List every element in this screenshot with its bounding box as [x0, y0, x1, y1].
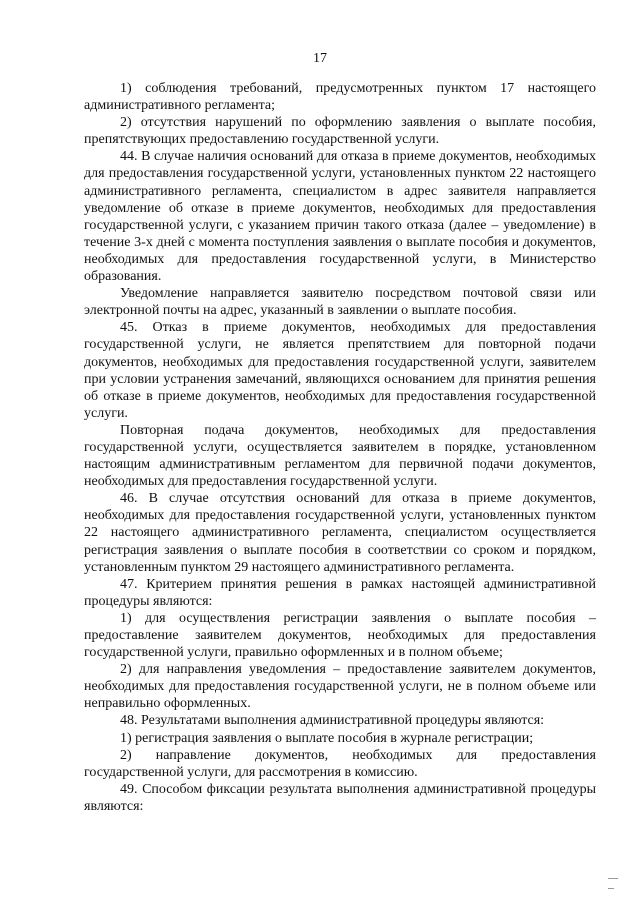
scan-artifact — [608, 888, 614, 889]
paragraph: 1) для осуществления регистрации заявления о выплате пособия – предоставление заявителем документов, необходимых для предоставления государственной услуги, правильно оформленных и в полном объеме; — [84, 610, 596, 661]
paragraph: Уведомление направляется заявителю посредством почтовой связи или электронной почты на адрес, указанный в заявлении о выплате пособия. — [84, 286, 596, 319]
paragraph: 49. Способом фиксации результата выполнения административной процедуры являются: — [84, 781, 596, 814]
paragraph: 46. В случае отсутствия оснований для отказа в приеме документов, необходимых для предоставления государственной услуги, установленных пунктом 22 настоящего административного регламента, специалистом осуществляется регистрация заявления о выплате пособия в соответствии со сроком и порядком, установленным пунктом 29 настоящего административного регламента. — [84, 491, 596, 575]
page-number: 17 — [313, 51, 327, 66]
paragraph: 48. Результатами выполнения административной процедуры являются: — [120, 713, 545, 729]
paragraph: 1) соблюдения требований, предусмотренных пунктом 17 настоящего административного регламента; — [84, 81, 596, 114]
document-body — [84, 80, 596, 815]
scan-artifact — [608, 878, 618, 879]
paragraph: Повторная подача документов, необходимых для предоставления государственной услуги, осуществляется заявителем в порядке, установленном настоящим административным регламентом для первичной подачи документов, необходимых для предоставления государственной услуги. — [84, 422, 596, 490]
paragraph: 47. Критерием принятия решения в рамках настоящей административной процедуры являются: — [84, 576, 596, 609]
paragraph: 1) регистрация заявления о выплате пособия в журнале регистрации; — [120, 730, 534, 746]
paragraph: 2) отсутствия нарушений по оформлению заявления о выплате пособия, препятствующих предоставлению государственной услуги. — [84, 115, 596, 148]
paragraph: 45. Отказ в приеме документов, необходимых для предоставления государственной услуги, не является препятствием для повторной подачи документов, необходимых для предоставления государственной услуги, заявителем при условии устранения замечаний, являющихся основанием для принятия решения об отказе в приеме документов, необходимых для предоставления государственной услуги. — [84, 320, 596, 421]
paragraph: 2) направление документов, необходимых для предоставления государственной услуги, для рассмотрения в комиссию. — [84, 747, 596, 780]
paragraph: 2) для направления уведомления – предоставление заявителем документов, необходимых для предоставления государственной услуги, не в полном объеме или неправильно оформленных. — [84, 662, 596, 712]
paragraph: 44. В случае наличия оснований для отказа в приеме документов, необходимых для предоставления государственной услуги, установленных пунктом 22 настоящего административного регламента, специалистом в адрес заявителя направляется уведомление об отказе в приеме документов, необходимых для предоставления государственной услуги, с указанием причин такого отказа (далее – уведомление) в течение 3-х дней с момента поступления заявления о выплате пособия и документов, необходимых для предоставления государственной услуги, в Министерство образования. — [84, 149, 596, 285]
